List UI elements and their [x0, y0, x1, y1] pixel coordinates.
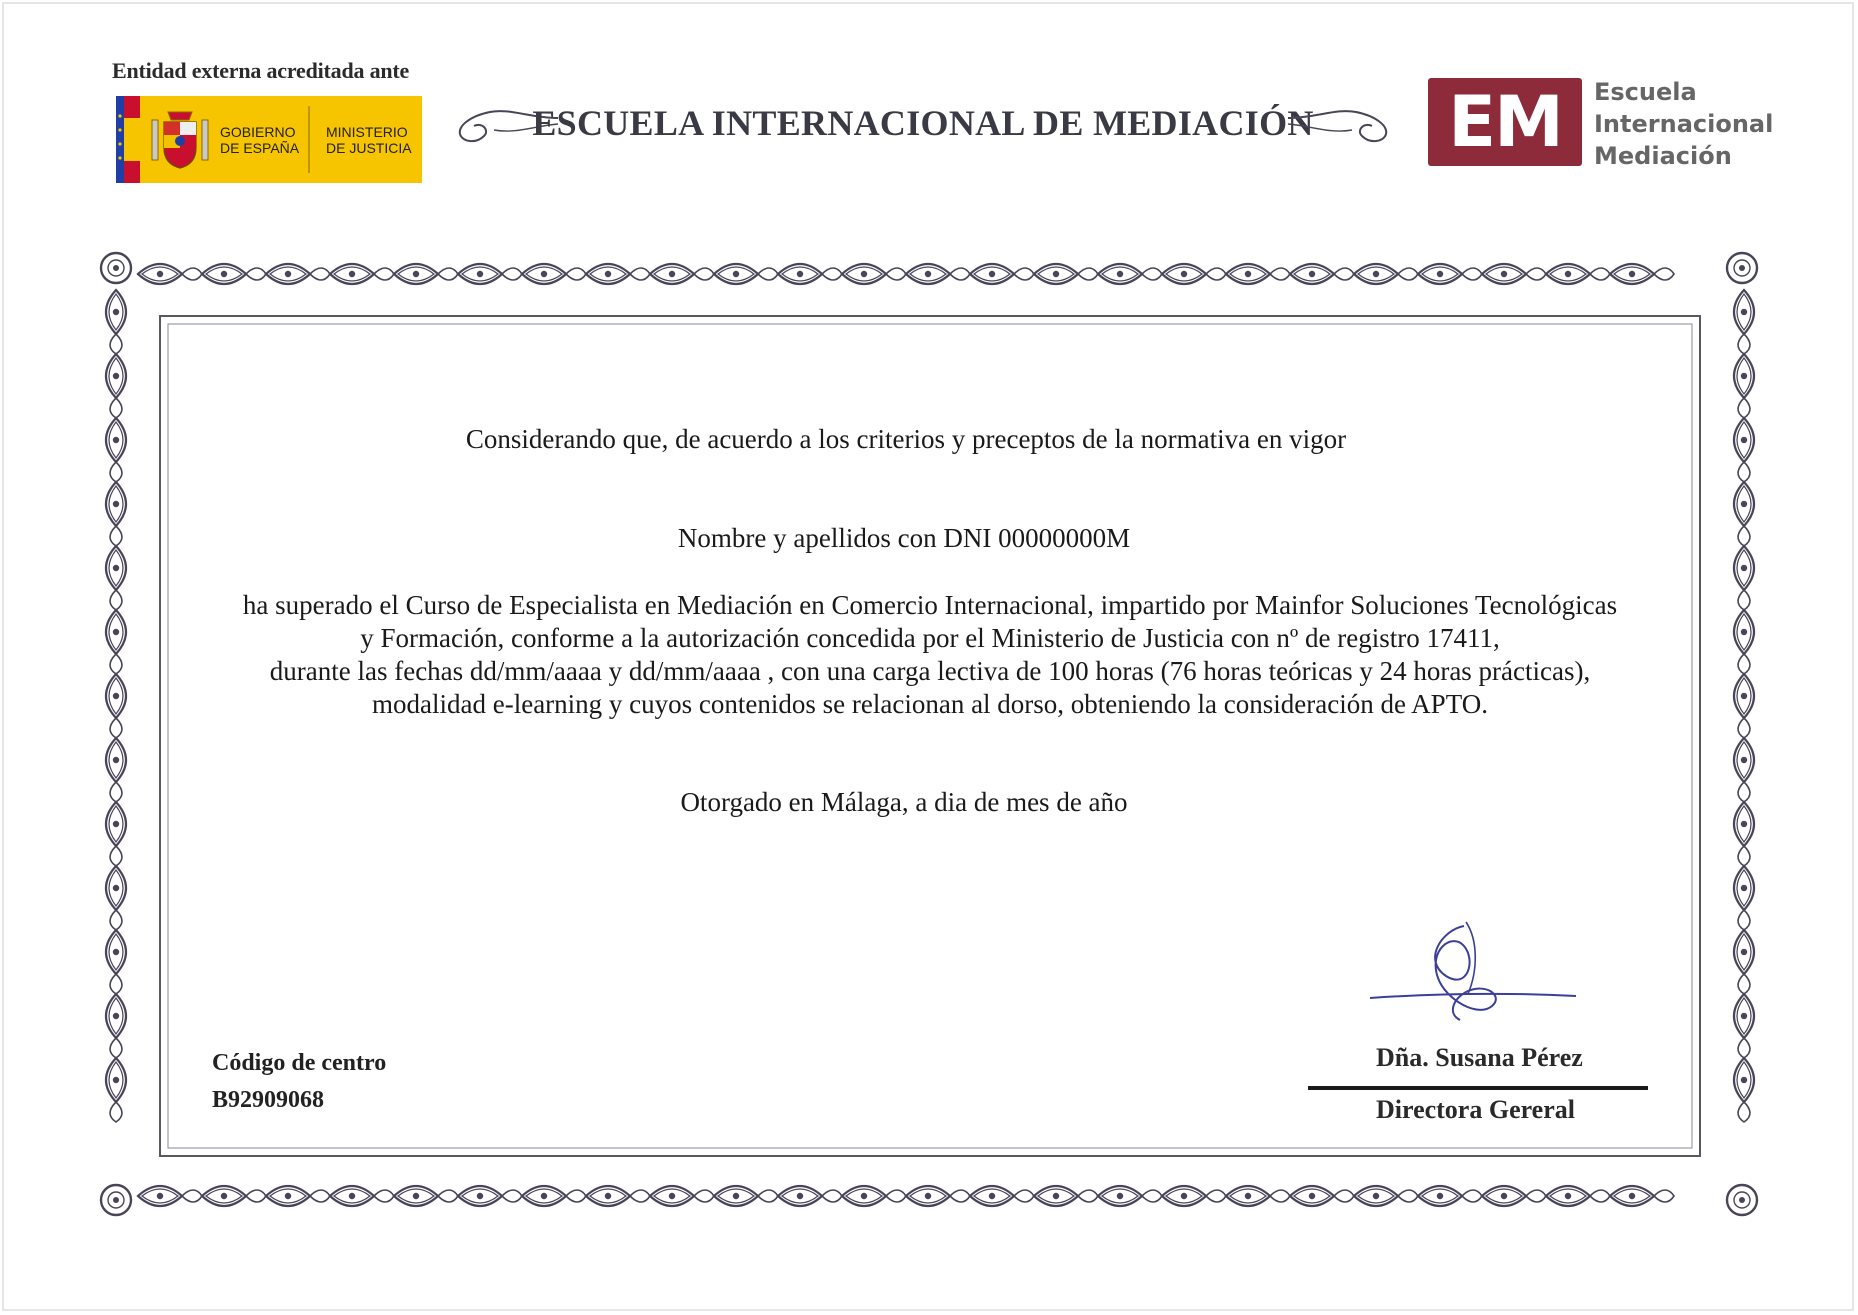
granted-line: Otorgado en Málaga, a dia de mes de año [680, 787, 1128, 817]
spain-flag-icon [116, 96, 140, 183]
school-name-line-3: Mediación [1594, 142, 1732, 170]
signature-line [1308, 1086, 1648, 1090]
handwritten-signature [1368, 920, 1578, 1030]
center-code-value: B92909068 [212, 1087, 325, 1113]
gov-logo-divider [308, 106, 310, 173]
center-code-label: Código de centro [212, 1050, 387, 1076]
coat-of-arms-icon [150, 108, 210, 172]
signatory-name: Dña. Susana Pérez [1376, 1043, 1583, 1072]
flourish-right-icon [1286, 100, 1396, 150]
gov-line-2: DE ESPAÑA [220, 140, 300, 156]
school-name-line-1: Escuela [1594, 78, 1697, 106]
ministry-line-2: DE JUSTICIA [326, 140, 412, 156]
intro-text: Considerando que, de acuerdo a los criterios y preceptos de la normativa en vigor [465, 424, 1347, 454]
gobierno-espana-logo [116, 96, 422, 183]
gov-line-1: GOBIERNO [220, 124, 296, 140]
school-logo [1428, 76, 1774, 170]
paragraph-line-2: y Formación, conforme a la autorización concedida por el Ministerio de Justicia con nº de registro 17411, [360, 623, 1500, 653]
certificate-paragraph [170, 589, 1690, 721]
signatory-role: Directora Gereral [1376, 1095, 1575, 1124]
title-banner [450, 96, 1396, 154]
recipient-line: Nombre y apellidos con DNI 00000000M [677, 523, 1131, 553]
school-name-line-2: Internacional [1594, 110, 1774, 138]
school-monogram: EM [1428, 78, 1582, 166]
paragraph-line-1: ha superado el Curso de Especialista en Mediación en Comercio Internacional, impartido por Mainfor Soluciones Tecnológicas [242, 590, 1618, 620]
accreditation-label: Entidad externa acreditada ante [112, 58, 410, 83]
ministry-line-1: MINISTERIO [326, 124, 408, 140]
paragraph-line-4: modalidad e-learning y cuyos contenidos se relacionan al dorso, obteniendo la consideración de APTO. [372, 689, 1488, 719]
certificate-title: ESCUELA INTERNACIONAL DE MEDIACIÓN [532, 103, 1314, 143]
paragraph-line-3: durante las fechas dd/mm/aaaa y dd/mm/aaaa , con una carga lectiva de 100 horas (76 horas teóricas y 24 horas prácticas), [269, 656, 1591, 686]
